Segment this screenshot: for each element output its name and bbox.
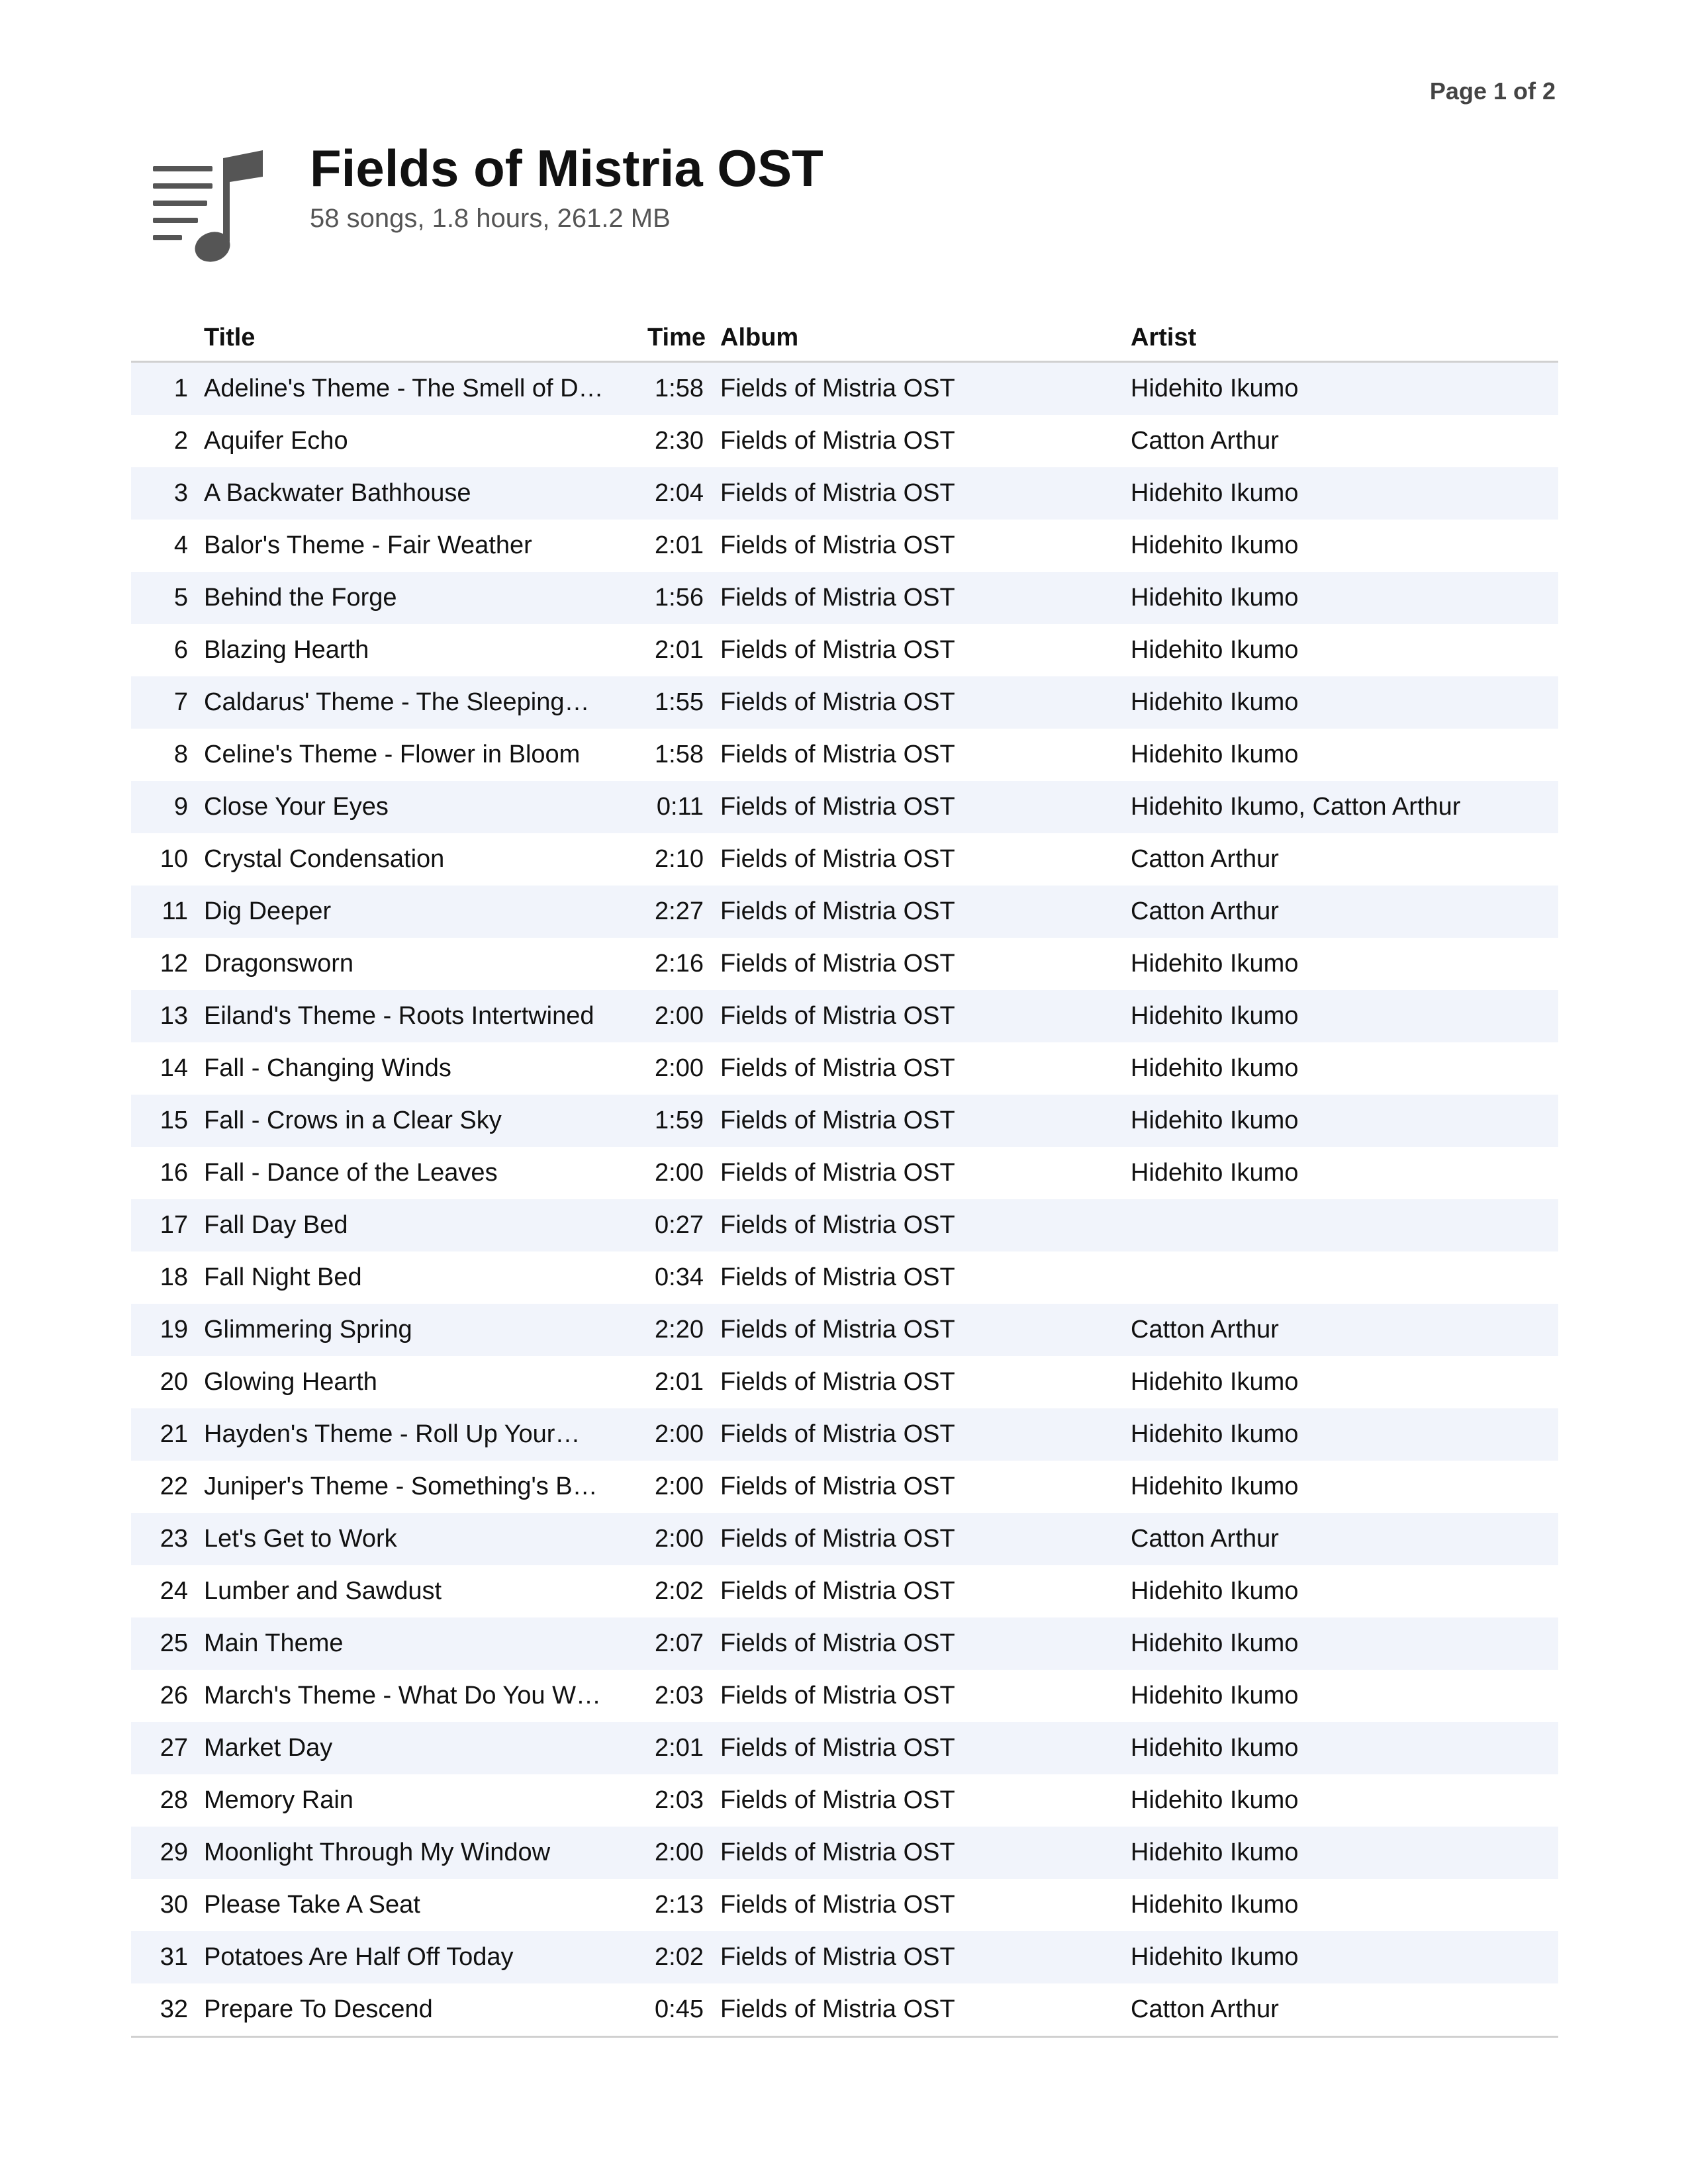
track-album: Fields of Mistria OST bbox=[720, 886, 1131, 938]
track-number: 30 bbox=[160, 1891, 188, 1919]
track-album: Fields of Mistria OST bbox=[720, 1786, 955, 1814]
table-row[interactable] bbox=[131, 1408, 1558, 1461]
track-artist: Hidehito Ikumo bbox=[1131, 1786, 1299, 1814]
track-title: Aquifer Echo bbox=[204, 427, 348, 455]
track-number: 8 bbox=[173, 741, 188, 768]
cell-spacer bbox=[704, 1147, 720, 1199]
track-artist: Hidehito Ikumo bbox=[1131, 1054, 1299, 1082]
column-header-time[interactable]: Time bbox=[647, 314, 704, 362]
cell-spacer bbox=[704, 1670, 720, 1722]
track-album: Fields of Mistria OST bbox=[720, 741, 955, 768]
track-title: Balor's Theme - Fair Weather bbox=[204, 531, 532, 559]
track-number: 23 bbox=[131, 1513, 188, 1565]
table-row[interactable] bbox=[131, 1827, 1558, 1879]
track-number: 6 bbox=[173, 636, 188, 664]
track-time: 2:13 bbox=[655, 1891, 704, 1919]
cell-spacer bbox=[704, 1251, 720, 1304]
track-artist: Hidehito Ikumo bbox=[1131, 1827, 1558, 1879]
cell-spacer bbox=[704, 886, 720, 938]
table-row[interactable] bbox=[131, 1042, 1558, 1095]
track-album: Fields of Mistria OST bbox=[720, 362, 1131, 416]
track-title: Hayden's Theme - Roll Up Your… bbox=[188, 1408, 647, 1461]
playlist-summary: 58 songs, 1.8 hours, 261.2 MB bbox=[310, 204, 671, 233]
track-time: 1:58 bbox=[647, 362, 704, 416]
table-row[interactable] bbox=[131, 572, 1558, 624]
cell-spacer bbox=[704, 1461, 720, 1513]
track-artist: Hidehito Ikumo bbox=[1131, 1891, 1299, 1919]
track-number: 32 bbox=[131, 1983, 188, 2037]
track-album: Fields of Mistria OST bbox=[720, 1159, 955, 1187]
table-row[interactable] bbox=[131, 1461, 1558, 1513]
table-row[interactable] bbox=[131, 1617, 1558, 1670]
track-title: Adeline's Theme - The Smell of D… bbox=[188, 362, 647, 416]
track-time: 2:00 bbox=[655, 1159, 704, 1187]
track-title: March's Theme - What Do You W… bbox=[204, 1682, 601, 1709]
track-number: 9 bbox=[131, 781, 188, 833]
table-row[interactable] bbox=[131, 1147, 1558, 1199]
column-header-artist[interactable]: Artist bbox=[1131, 314, 1558, 362]
cell-spacer bbox=[704, 1722, 720, 1774]
track-title: Celine's Theme - Flower in Bloom bbox=[204, 741, 581, 768]
track-title: Please Take A Seat bbox=[204, 1891, 420, 1919]
track-time: 0:11 bbox=[647, 781, 704, 833]
track-artist: Hidehito Ikumo bbox=[1131, 1473, 1299, 1500]
table-row[interactable] bbox=[131, 1251, 1558, 1304]
track-artist: Catton Arthur bbox=[1131, 845, 1279, 873]
table-row[interactable] bbox=[131, 886, 1558, 938]
cell-spacer bbox=[704, 781, 720, 833]
track-artist: Catton Arthur bbox=[1131, 1304, 1558, 1356]
track-time: 2:04 bbox=[647, 467, 704, 520]
track-time: 2:03 bbox=[655, 1682, 704, 1709]
track-title: Glimmering Spring bbox=[188, 1304, 647, 1356]
track-time: 2:20 bbox=[647, 1304, 704, 1356]
track-number: 18 bbox=[160, 1263, 188, 1291]
track-time: 0:45 bbox=[647, 1983, 704, 2037]
cell-spacer bbox=[704, 1304, 720, 1356]
track-number: 3 bbox=[131, 467, 188, 520]
cell-spacer bbox=[704, 938, 720, 990]
track-album: Fields of Mistria OST bbox=[720, 1054, 955, 1082]
track-title: Let's Get to Work bbox=[188, 1513, 647, 1565]
track-number: 17 bbox=[131, 1199, 188, 1251]
track-number: 4 bbox=[173, 531, 188, 559]
track-title: Fall - Crows in a Clear Sky bbox=[188, 1095, 647, 1147]
track-artist: Hidehito Ikumo bbox=[1131, 362, 1558, 416]
track-title: Main Theme bbox=[188, 1617, 647, 1670]
track-artist: Hidehito Ikumo bbox=[1131, 636, 1299, 664]
track-number: 29 bbox=[131, 1827, 188, 1879]
track-number: 26 bbox=[160, 1682, 188, 1709]
cell-spacer bbox=[704, 415, 720, 467]
track-album: Fields of Mistria OST bbox=[720, 1617, 1131, 1670]
track-time: 2:00 bbox=[655, 1473, 704, 1500]
track-artist: Hidehito Ikumo bbox=[1131, 1722, 1558, 1774]
cell-spacer bbox=[704, 1199, 720, 1251]
track-title: Fall - Changing Winds bbox=[204, 1054, 451, 1082]
track-title: Blazing Hearth bbox=[204, 636, 369, 664]
table-row[interactable] bbox=[131, 1356, 1558, 1408]
track-album: Fields of Mistria OST bbox=[720, 427, 955, 455]
track-title: Moonlight Through My Window bbox=[188, 1827, 647, 1879]
table-row[interactable] bbox=[131, 990, 1558, 1042]
table-row[interactable] bbox=[131, 729, 1558, 781]
table-row[interactable] bbox=[131, 833, 1558, 886]
track-artist: Hidehito Ikumo bbox=[1131, 531, 1299, 559]
track-time: 2:27 bbox=[647, 886, 704, 938]
track-time: 1:55 bbox=[647, 676, 704, 729]
track-artist: Hidehito Ikumo bbox=[1131, 1577, 1299, 1605]
track-title: Fall - Dance of the Leaves bbox=[204, 1159, 498, 1187]
table-row[interactable] bbox=[131, 362, 1558, 416]
track-number: 25 bbox=[131, 1617, 188, 1670]
track-time: 2:01 bbox=[655, 1368, 704, 1396]
track-time: 2:00 bbox=[647, 990, 704, 1042]
track-artist: Catton Arthur bbox=[1131, 886, 1558, 938]
track-title: Memory Rain bbox=[204, 1786, 353, 1814]
track-time: 2:02 bbox=[647, 1931, 704, 1983]
track-album: Fields of Mistria OST bbox=[720, 572, 1131, 624]
playlist-music-icon bbox=[149, 150, 267, 268]
song-table bbox=[131, 314, 1558, 2038]
track-artist: Hidehito Ikumo bbox=[1131, 950, 1299, 978]
track-album: Fields of Mistria OST bbox=[720, 1095, 1131, 1147]
column-header-number bbox=[131, 314, 188, 362]
cell-spacer bbox=[704, 624, 720, 676]
cell-spacer bbox=[704, 362, 720, 416]
track-number: 12 bbox=[160, 950, 188, 978]
track-album: Fields of Mistria OST bbox=[720, 1827, 1131, 1879]
cell-spacer bbox=[704, 1774, 720, 1827]
table-header-row bbox=[131, 314, 1558, 362]
track-album: Fields of Mistria OST bbox=[720, 531, 955, 559]
track-artist bbox=[1131, 1251, 1558, 1304]
cell-spacer bbox=[704, 833, 720, 886]
track-artist: Hidehito Ikumo bbox=[1131, 1682, 1299, 1709]
track-number: 22 bbox=[160, 1473, 188, 1500]
track-album: Fields of Mistria OST bbox=[720, 1304, 1131, 1356]
track-artist: Hidehito Ikumo bbox=[1131, 990, 1558, 1042]
track-title: A Backwater Bathhouse bbox=[188, 467, 647, 520]
cell-spacer bbox=[704, 990, 720, 1042]
track-time: 1:56 bbox=[647, 572, 704, 624]
cell-spacer bbox=[704, 572, 720, 624]
track-number: 11 bbox=[131, 886, 188, 938]
track-time: 1:58 bbox=[655, 741, 704, 768]
track-album: Fields of Mistria OST bbox=[720, 636, 955, 664]
track-time: 2:10 bbox=[655, 845, 704, 873]
track-number: 13 bbox=[131, 990, 188, 1042]
track-artist: Hidehito Ikumo bbox=[1131, 1159, 1299, 1187]
track-number: 1 bbox=[131, 362, 188, 416]
track-time: 2:16 bbox=[655, 950, 704, 978]
track-time: 2:30 bbox=[655, 427, 704, 455]
track-number: 2 bbox=[173, 427, 188, 455]
track-time: 2:00 bbox=[647, 1513, 704, 1565]
track-artist: Hidehito Ikumo bbox=[1131, 572, 1558, 624]
column-header-title[interactable]: Title bbox=[188, 314, 647, 362]
table-row[interactable] bbox=[131, 1931, 1558, 1983]
table-row[interactable] bbox=[131, 1199, 1558, 1251]
track-time: 2:07 bbox=[647, 1617, 704, 1670]
cell-spacer bbox=[704, 467, 720, 520]
track-artist: Hidehito Ikumo bbox=[1131, 1368, 1299, 1396]
track-album: Fields of Mistria OST bbox=[720, 1473, 955, 1500]
table-row[interactable] bbox=[131, 1670, 1558, 1722]
track-album: Fields of Mistria OST bbox=[720, 1891, 955, 1919]
table-row[interactable] bbox=[131, 781, 1558, 833]
track-time: 2:01 bbox=[655, 636, 704, 664]
cell-spacer bbox=[704, 1095, 720, 1147]
track-number: 28 bbox=[160, 1786, 188, 1814]
table-row[interactable] bbox=[131, 1983, 1558, 2037]
track-title: Dig Deeper bbox=[188, 886, 647, 938]
track-number: 20 bbox=[160, 1368, 188, 1396]
track-artist: Hidehito Ikumo bbox=[1131, 467, 1558, 520]
track-title: Fall Day Bed bbox=[188, 1199, 647, 1251]
table-row[interactable] bbox=[131, 1095, 1558, 1147]
cell-spacer bbox=[704, 729, 720, 781]
track-title: Crystal Condensation bbox=[204, 845, 445, 873]
track-time: 1:59 bbox=[647, 1095, 704, 1147]
table-row[interactable] bbox=[131, 415, 1558, 467]
cell-spacer bbox=[704, 1042, 720, 1095]
track-number: 27 bbox=[131, 1722, 188, 1774]
cell-spacer bbox=[704, 1617, 720, 1670]
track-number: 31 bbox=[131, 1931, 188, 1983]
track-title: Dragonsworn bbox=[204, 950, 353, 978]
track-album: Fields of Mistria OST bbox=[720, 781, 1131, 833]
track-album: Fields of Mistria OST bbox=[720, 950, 955, 978]
track-artist: Catton Arthur bbox=[1131, 427, 1279, 455]
track-album: Fields of Mistria OST bbox=[720, 845, 955, 873]
track-time: 2:00 bbox=[647, 1827, 704, 1879]
cell-spacer bbox=[704, 1408, 720, 1461]
track-time: 2:03 bbox=[655, 1786, 704, 1814]
track-album: Fields of Mistria OST bbox=[720, 1577, 955, 1605]
track-artist: Catton Arthur bbox=[1131, 1513, 1558, 1565]
track-artist: Catton Arthur bbox=[1131, 1983, 1558, 2037]
track-artist: Hidehito Ikumo bbox=[1131, 741, 1299, 768]
track-artist: Hidehito Ikumo, Catton Arthur bbox=[1131, 781, 1558, 833]
track-time: 2:02 bbox=[655, 1577, 704, 1605]
track-title: Behind the Forge bbox=[188, 572, 647, 624]
table-row[interactable] bbox=[131, 520, 1558, 572]
table-row[interactable] bbox=[131, 676, 1558, 729]
track-number: 5 bbox=[131, 572, 188, 624]
track-title: Potatoes Are Half Off Today bbox=[188, 1931, 647, 1983]
track-album: Fields of Mistria OST bbox=[720, 467, 1131, 520]
table-row[interactable] bbox=[131, 1565, 1558, 1617]
track-title: Market Day bbox=[188, 1722, 647, 1774]
table-row[interactable] bbox=[131, 1304, 1558, 1356]
table-row[interactable] bbox=[131, 1879, 1558, 1931]
track-artist: Hidehito Ikumo bbox=[1131, 1408, 1558, 1461]
track-title: Prepare To Descend bbox=[188, 1983, 647, 2037]
track-number: 16 bbox=[160, 1159, 188, 1187]
track-title: Fall Night Bed bbox=[204, 1263, 362, 1291]
track-time: 0:34 bbox=[655, 1263, 704, 1291]
track-number: 14 bbox=[160, 1054, 188, 1082]
track-album: Fields of Mistria OST bbox=[720, 1408, 1131, 1461]
table-row[interactable] bbox=[131, 624, 1558, 676]
track-album: Fields of Mistria OST bbox=[720, 990, 1131, 1042]
track-title: Eiland's Theme - Roots Intertwined bbox=[188, 990, 647, 1042]
track-time: 2:00 bbox=[655, 1054, 704, 1082]
cell-spacer bbox=[704, 676, 720, 729]
table-row[interactable] bbox=[131, 938, 1558, 990]
track-album: Fields of Mistria OST bbox=[720, 1722, 1131, 1774]
track-time: 2:01 bbox=[655, 531, 704, 559]
track-number: 10 bbox=[160, 845, 188, 873]
track-album: Fields of Mistria OST bbox=[720, 1199, 1131, 1251]
track-number: 19 bbox=[131, 1304, 188, 1356]
track-album: Fields of Mistria OST bbox=[720, 676, 1131, 729]
track-title: Juniper's Theme - Something's B… bbox=[204, 1473, 598, 1500]
cell-spacer bbox=[704, 1931, 720, 1983]
track-number: 7 bbox=[131, 676, 188, 729]
track-album: Fields of Mistria OST bbox=[720, 1513, 1131, 1565]
track-artist: Hidehito Ikumo bbox=[1131, 1095, 1558, 1147]
cell-spacer bbox=[704, 520, 720, 572]
track-number: 21 bbox=[131, 1408, 188, 1461]
table-row[interactable] bbox=[131, 467, 1558, 520]
table-row[interactable] bbox=[131, 1722, 1558, 1774]
page-indicator: Page 1 of 2 bbox=[1429, 77, 1556, 105]
cell-spacer bbox=[704, 1827, 720, 1879]
cell-spacer bbox=[704, 1513, 720, 1565]
track-number: 24 bbox=[160, 1577, 188, 1605]
column-header-album[interactable]: Album bbox=[720, 314, 1131, 362]
cell-spacer bbox=[704, 1356, 720, 1408]
table-row[interactable] bbox=[131, 1774, 1558, 1827]
track-time: 0:27 bbox=[647, 1199, 704, 1251]
playlist-header bbox=[149, 136, 1552, 275]
track-album: Fields of Mistria OST bbox=[720, 1368, 955, 1396]
track-time: 2:01 bbox=[647, 1722, 704, 1774]
track-time: 2:00 bbox=[647, 1408, 704, 1461]
cell-spacer bbox=[704, 1879, 720, 1931]
track-title: Caldarus' Theme - The Sleeping… bbox=[188, 676, 647, 729]
track-album: Fields of Mistria OST bbox=[720, 1931, 1131, 1983]
track-artist: Hidehito Ikumo bbox=[1131, 1617, 1558, 1670]
track-artist bbox=[1131, 1199, 1558, 1251]
track-artist: Hidehito Ikumo bbox=[1131, 676, 1558, 729]
column-spacer bbox=[704, 314, 720, 362]
track-title: Lumber and Sawdust bbox=[204, 1577, 442, 1605]
track-title: Close Your Eyes bbox=[188, 781, 647, 833]
track-album: Fields of Mistria OST bbox=[720, 1983, 1131, 2037]
track-title: Glowing Hearth bbox=[204, 1368, 377, 1396]
track-album: Fields of Mistria OST bbox=[720, 1263, 955, 1291]
cell-spacer bbox=[704, 1565, 720, 1617]
track-album: Fields of Mistria OST bbox=[720, 1682, 955, 1709]
table-row[interactable] bbox=[131, 1513, 1558, 1565]
playlist-title: Fields of Mistria OST bbox=[310, 139, 823, 197]
track-number: 15 bbox=[131, 1095, 188, 1147]
cell-spacer bbox=[704, 1983, 720, 2037]
track-artist: Hidehito Ikumo bbox=[1131, 1931, 1558, 1983]
